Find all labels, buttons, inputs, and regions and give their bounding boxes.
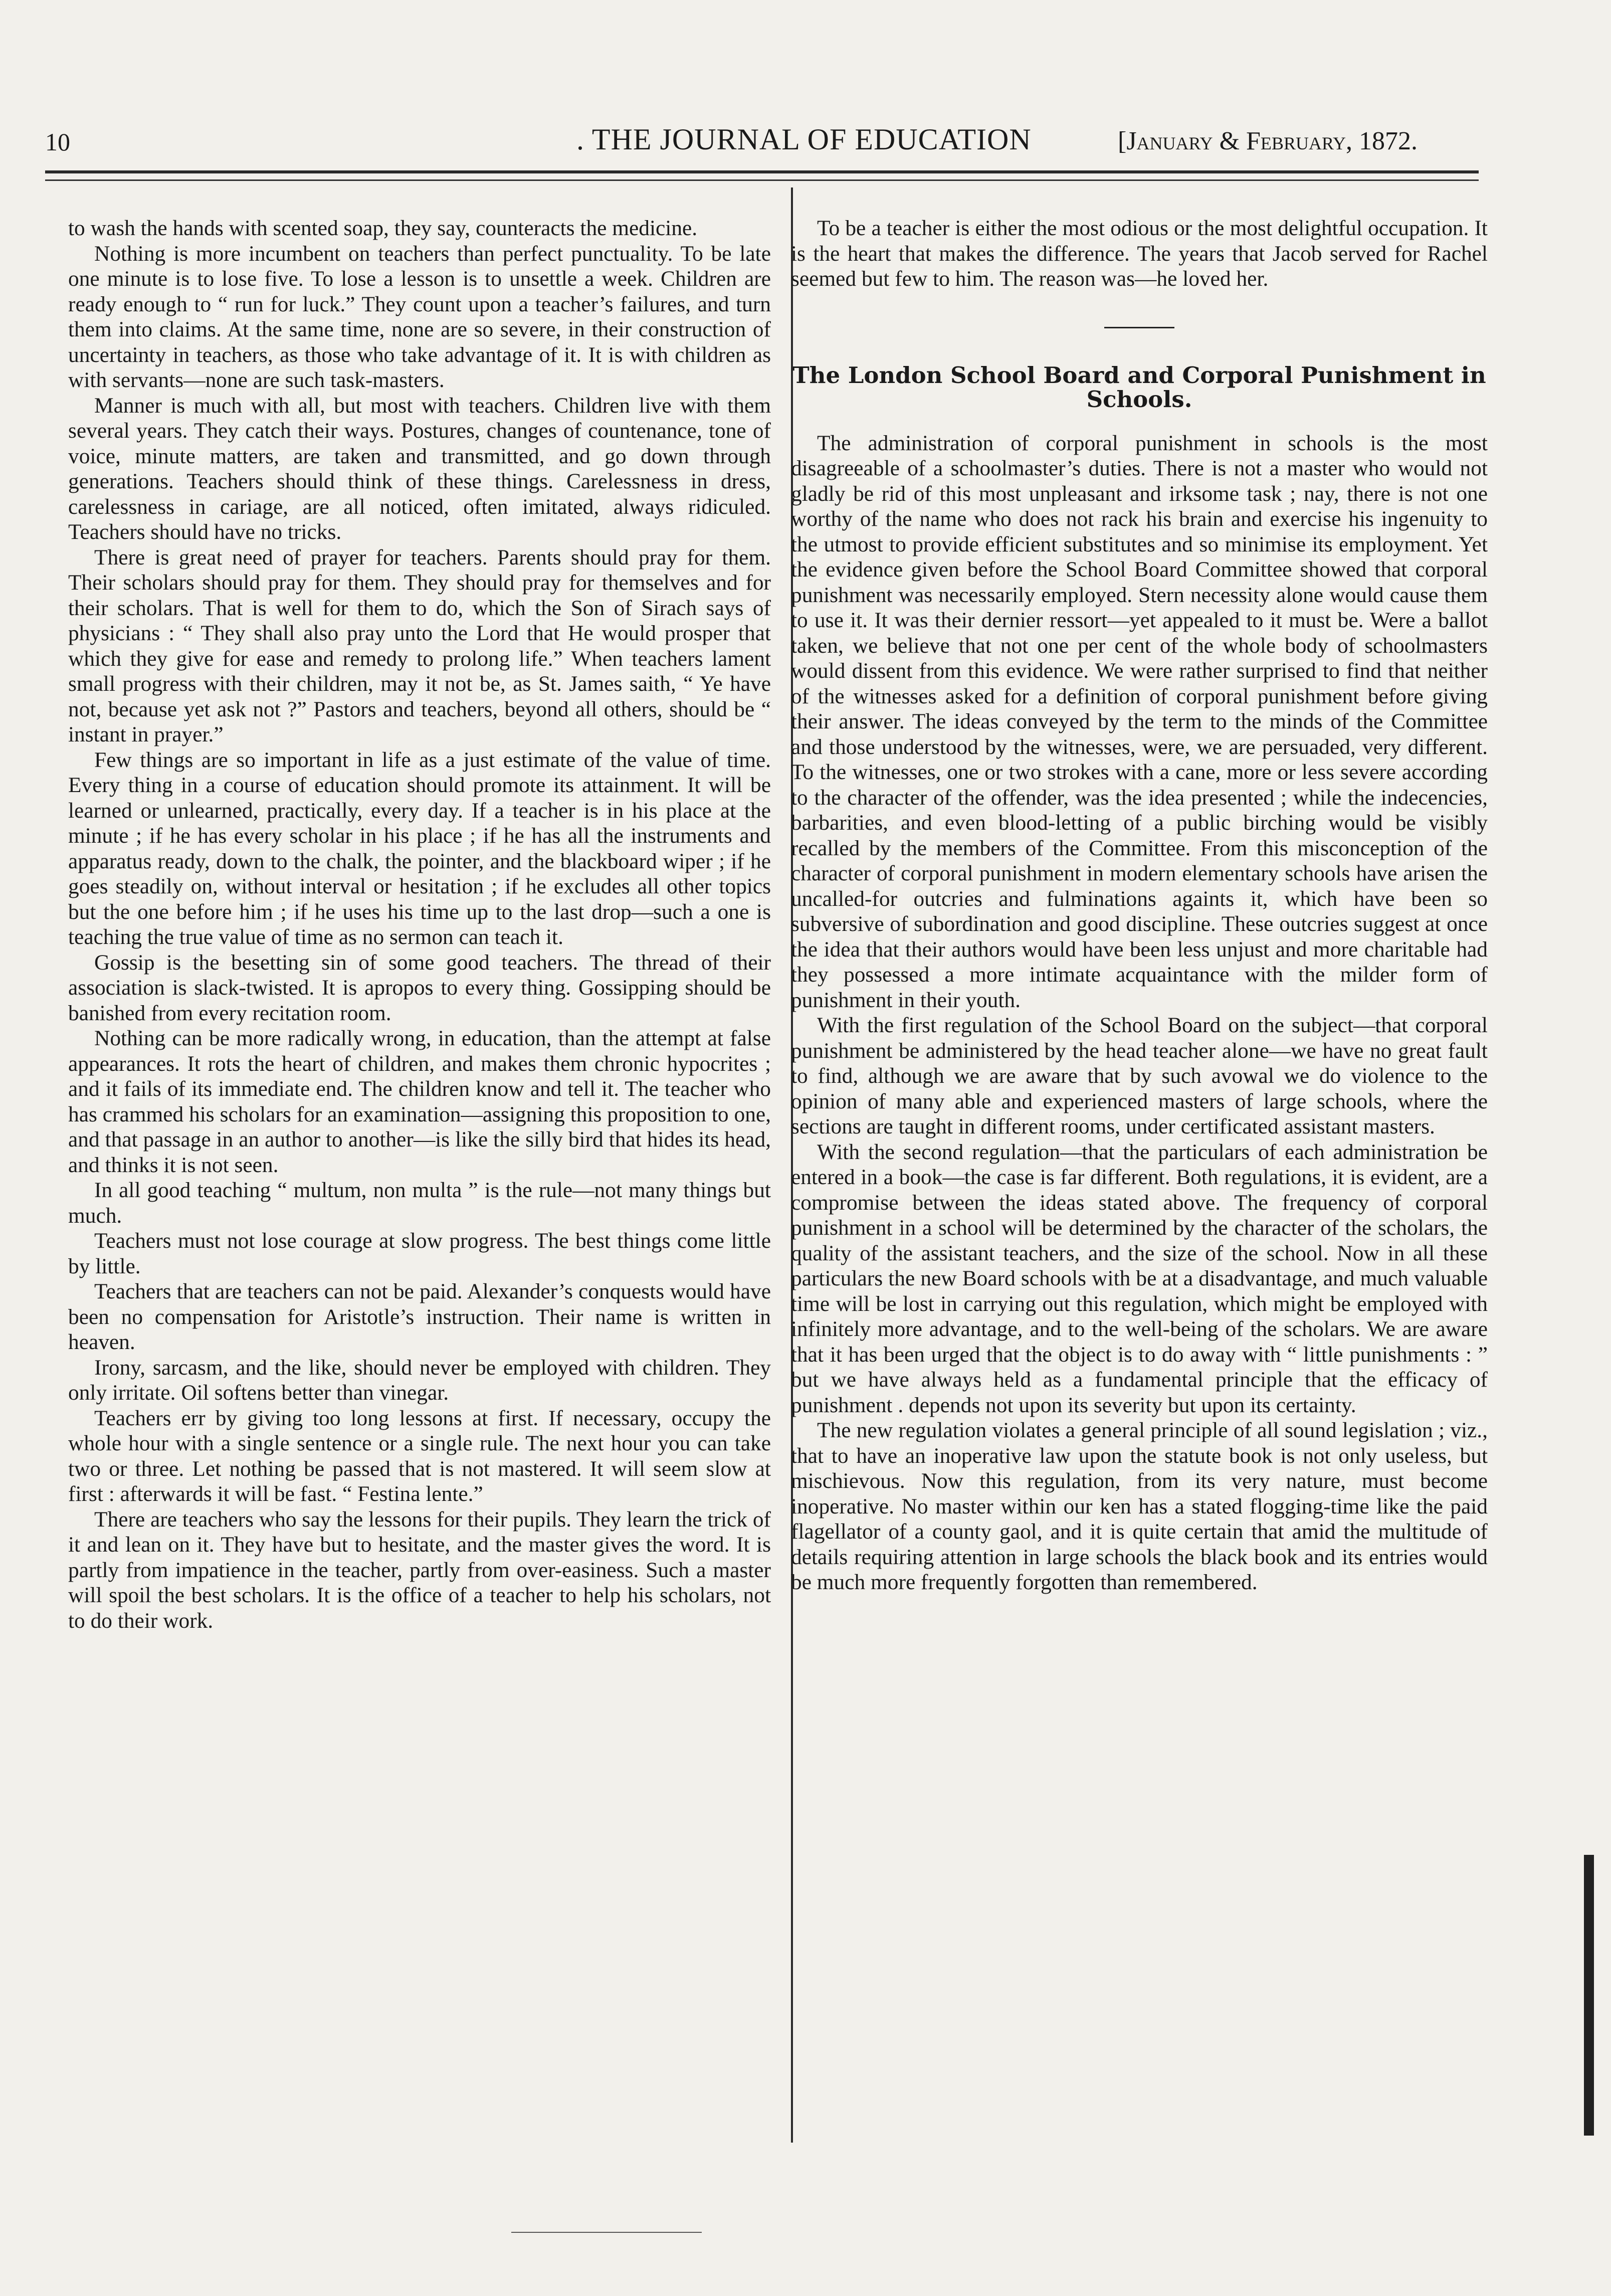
left-paragraph: Few things are so important in life as a just estimate of the value of time. Every thing in a course of education should promote its attainment. It will be learned or unlearned, practically, every day. If a teacher is in his place at the minute ; if he has every scholar in his place ; if he has all the instruments and apparatus ready, down to the chalk, the pointer, and the blackboard wiper ; if he goes steadily on, without interval or hesitation ; if he excludes all other topics but the one before him ; if he uses his time up to the last drop—such a one is teaching the true value of time as no sermon can teach it. xyxy=(68,747,771,949)
left-column xyxy=(68,216,771,1633)
left-paragraph: There are teachers who say the lessons for their pupils. They learn the trick of it and lean on it. They have but to hesitate, and the master gives the word. It is partly from impatience in the teacher, partly from over-easiness. Such a master will spoil the best scholars. It is the office of a teacher to help his scholars, not to do their work. xyxy=(68,1507,771,1633)
header-rule-thick xyxy=(45,170,1479,173)
left-paragraph: Teachers must not lose courage at slow progress. The best things come little by little. xyxy=(68,1229,771,1278)
header-rule-thin xyxy=(45,179,1479,181)
left-paragraph: Irony, sarcasm, and the like, should never be employed with children. They only irritate. Oil softens better than vinegar. xyxy=(68,1355,771,1405)
intro-paragraph: To be a teacher is either the most odious or the most delightful occupation. It is the heart that makes the difference. The years that Jacob served for Rachel seemed but few to him. The reason was—he loved her. xyxy=(791,216,1488,291)
binding-edge-mark xyxy=(1584,1855,1594,2136)
left-paragraph: In all good teaching “ multum, non multa ” is the rule—not many things but much. xyxy=(68,1178,771,1228)
left-paragraph: Teachers that are teachers can not be paid. Alexander’s conquests would have been no compensation for Aristotle’s instruction. Their name is written in heaven. xyxy=(68,1279,771,1354)
page-header xyxy=(45,120,1479,165)
article-paragraph: The administration of corporal punishment in schools is the most disagreeable of a schoolmaster’s duties. There is not a master who would not gladly be rid of this most unpleasant and irksome task ; nay, there is not one worthy of the name who does not rack his brain and exercise his ingenuity to the utmost to provide efficient substitutes and so minimise its employment. Yet the evidence given before the School Board Committee showed that corporal punishment was necessarily employed. Stern necessity alone would cause them to use it. It was their dernier ressort—yet appealed to it must be. Were a ballot taken, we believe that not one per cent of the whole body of schoolmasters would dissent from this evidence. We were rather surprised to find that neither of the witnesses asked for a definition of corporal punishment before giving their answer. The ideas conveyed by the term to the minds of the Committee and those understood by the witnesses, were, we are persuaded, very different. To the witnesses, one or two strokes with a cane, more or less severe according to the character of the offender, was the idea presented ; while the indecencies, barbarities, and even blood-letting of a public birching would be visibly recalled by the members of the Committee. From this misconception of the character of corporal punishment in modern elementary schools have arisen the uncalled-for outcries and fulminations againts it, which have been so subversive of subordination and good discipline. These outcries suggest at once the idea that their authors would have been less unjust and more charitable had they possessed a more intimate acquaintance with the milder form of punishment in their youth. xyxy=(791,431,1488,1012)
left-paragraph: Nothing is more incumbent on teachers than perfect punctuality. To be late one minute is to lose five. To lose a lesson is to unsettle a week. Children are ready enough to “ run for luck.” They count upon a teacher’s failures, and turn them into claims. At the same time, none are so severe, in their construction of uncertainty in teachers, as those who take advantage of it. It is with children as with servants—none are such task-masters. xyxy=(68,241,771,392)
right-column xyxy=(791,216,1488,1595)
issue-date: [January & February, 1872. xyxy=(1118,127,1418,155)
left-paragraph: Gossip is the besetting sin of some good teachers. The thread of their association is slack-twisted. It is apropos to every thing. Gossipping should be banished from every recitation room. xyxy=(68,950,771,1025)
journal-title: . THE JOURNAL OF EDUCATION xyxy=(576,123,1032,156)
left-paragraph: There is great need of prayer for teachers. Parents should pray for them. Their scholars should pray for them. They should pray for themselves and for their scholars. That is well for them to do, which the Son of Sirach says of physicians : “ They shall also pray unto the Lord that He would prosper that which they give for ease and remedy to prolong life.” When teachers lament small progress with their children, may it not be, as St. James saith, “ Ye have not, because yet ask not ?” Pastors and teachers, beyond all others, should be “ instant in prayer.” xyxy=(68,545,771,746)
left-paragraph: Teachers err by giving too long lessons at first. If necessary, occupy the whole hour with a single sentence or a single rule. The next hour you can take two or three. Let nothing be passed that is not mastered. It will seem slow at first : afterwards it will be fast. “ Festina lente.” xyxy=(68,1406,771,1506)
article-heading: The London School Board and Corporal Punishment in Schools. xyxy=(792,361,1486,413)
article-paragraph: With the first regulation of the School Board on the subject—that corporal punishment be administered by the head teacher alone—we have no great fault to find, although we are aware that by such avowal we do violence to the opinion of many able and experienced masters of large schools, where the sections are taught in different rooms, under certificated assistant masters. xyxy=(791,1013,1488,1138)
left-paragraph: Manner is much with all, but most with teachers. Children live with them several years. They catch their ways. Postures, changes of countenance, tone of voice, minute matters, are taken and transmitted, and go down through generations. Teachers should think of these things. Carelessness in dress, carelessness in cariage, are all noticed, often imitated, always ridiculed. Teachers should have no tricks. xyxy=(68,393,771,544)
article-paragraph: With the second regulation—that the particulars of each administration be entered in a book—the case is far different. Both regulations, it is evident, are a compromise between the ideas stated above. The frequency of corporal punishment in a school will be determined by the character of the scholars, the quality of the assistant teachers, and the size of the school. Now in all these particulars the new Board schools with be at a disadvantage, and much valuable time will be lost in carrying out this regulation, which might be employed with infinitely more advantage, and to the well-being of the scholars. We are aware that it has been urged that the object is to do away with “ little punishments : ” but we have always held as a fundamental principle that the efficacy of punishment . depends not upon its severity but upon its certainty. xyxy=(791,1139,1488,1417)
footer-rule xyxy=(511,2232,702,2233)
left-paragraph: to wash the hands with scented soap, they say, counteracts the medicine. xyxy=(68,216,698,240)
section-separator xyxy=(1104,327,1174,328)
page-number: 10 xyxy=(45,128,70,156)
left-paragraph: Nothing can be more radically wrong, in education, than the attempt at false appearances. It rots the heart of children, and makes them chronic hypocrites ; and it fails of its immediate end. The children know and tell it. The teacher who has crammed his scholars for an examination—assigning this proposition to one, and that passage in an author to another—is like the silly bird that hides its head, and thinks it is not seen. xyxy=(68,1026,771,1177)
article-paragraph: The new regulation violates a general principle of all sound legislation ; viz., that to have an inoperative law upon the statute book is not only useless, but mischievous. Now this regulation, from its very nature, must become inoperative. No master within our ken has a stated flogging-time like the paid flagellator of a county gaol, and it is quite certain that amid the multitude of details requiring attention in large schools the black book and its entries would be much more frequently forgotten than remembered. xyxy=(791,1418,1488,1594)
